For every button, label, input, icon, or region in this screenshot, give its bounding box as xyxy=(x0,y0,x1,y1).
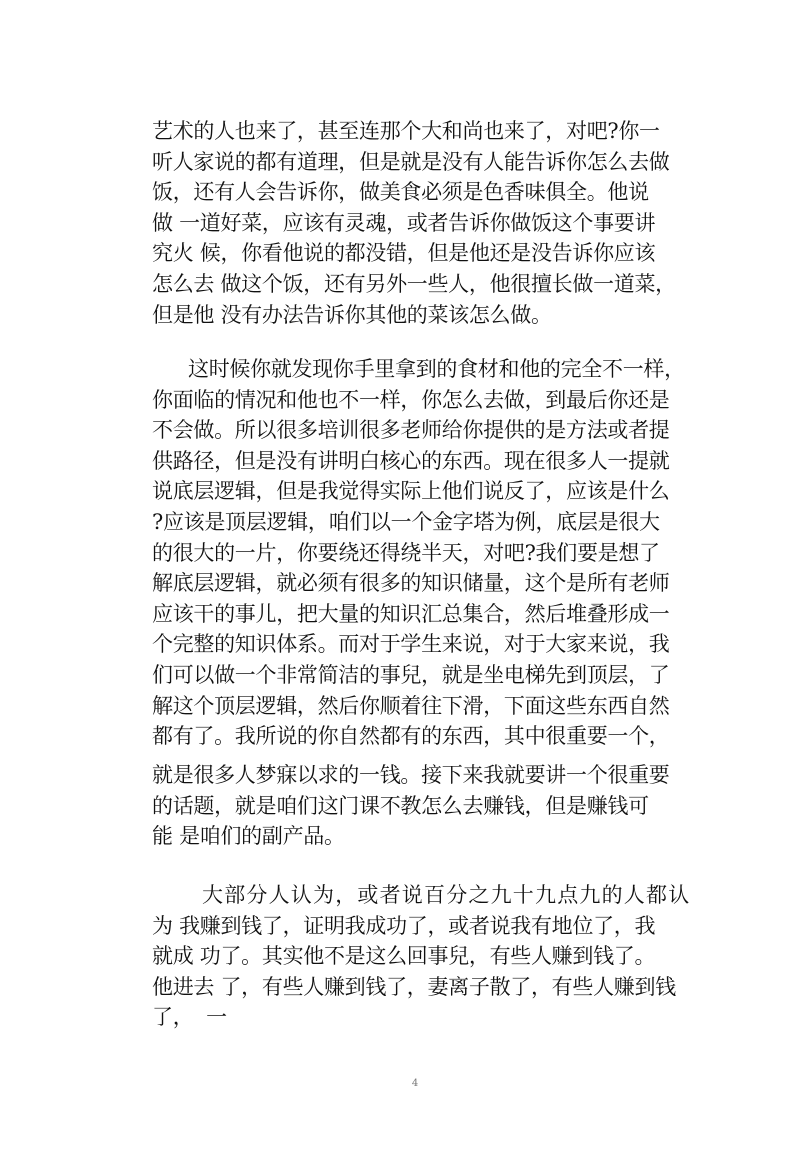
text-line: 能 是咱们的副产品。 xyxy=(152,824,345,849)
text-line: 艺术的人也来了，甚至连那个大和尚也来了，对吧?你一 xyxy=(152,119,660,143)
paragraph-3 xyxy=(152,760,712,852)
text-line: 了， 一 xyxy=(152,1005,227,1030)
text-line: 你面临的情况和他也不一样，你怎么去做，到最后你还是 xyxy=(152,387,670,412)
text-line: 说底层逻辑，但是我觉得实际上他们说反了，应该是什么 xyxy=(152,479,670,504)
text-line: 的很大的一片，你要绕还得绕半天，对吧?我们要是想了 xyxy=(152,540,660,565)
text-line: 个完整的知识体系。而对于学生来说，对于大家来说，我 xyxy=(152,632,670,657)
paragraph-2 xyxy=(152,354,712,752)
text-line: 都有了。我所说的你自然都有的东西，其中很重要一个， xyxy=(152,724,670,749)
text-line: 就是很多人梦寐以求的一钱。接下来我就要讲一个很重要 xyxy=(152,763,670,787)
text-line: 不会做。所以很多培训很多老师给你提供的是方法或者提 xyxy=(152,418,670,443)
text-line: 解底层逻辑，就必须有很多的知识储量，这个是所有老师 xyxy=(152,571,670,596)
page-number: 4 xyxy=(411,1078,419,1089)
text-line: 怎么去 做这个饭，还有另外一些人，他很擅长做一道菜， xyxy=(152,271,676,296)
text-line: 解这个顶层逻辑，然后你顺着往下滑，下面这些东西自然 xyxy=(152,693,670,718)
paragraph-1 xyxy=(152,116,712,330)
text-line: 的话题，就是咱们这门课不教怎么去赚钱，但是赚钱可 xyxy=(152,793,649,818)
text-line: 他进去 了，有些人赚到钱了，妻离子散了，有些人赚到钱 xyxy=(152,974,676,999)
text-line: 们可以做一个非常简洁的事兒，就是坐电梯先到顶层，了 xyxy=(152,662,670,687)
text-line: ?应该是顶层逻辑，咱们以一个金字塔为例，底层是很大 xyxy=(152,509,660,534)
text-line: 大部分人认为，或者说百分之九十九点九的人都认 xyxy=(202,883,691,907)
text-line: 供路径，但是没有讲明白核心的东西。现在很多人一提就 xyxy=(152,448,670,473)
text-line: 这时候你就发现你手里拿到的食材和他的完全不一样， xyxy=(188,357,685,381)
text-line: 做 一道好菜，应该有灵魂，或者告诉你做饭这个事要讲 xyxy=(152,210,656,235)
text-line: 饭，还有人会告诉你，做美食必须是色香味俱全。他说 xyxy=(152,180,649,205)
paragraph-4 xyxy=(152,880,712,1033)
text-line: 为 我赚到钱了，证明我成功了，或者说我有地位了，我 xyxy=(152,913,656,938)
text-line: 究火 候，你看他说的都没错，但是他还是没告诉你应该 xyxy=(152,241,656,266)
text-line: 应该干的事儿，把大量的知识汇总集合，然后堆叠形成一 xyxy=(152,601,670,626)
text-line: 就成 功了。其实他不是这么回事兒，有些人赚到钱了。 xyxy=(152,944,656,969)
text-line: 听人家说的都有道理，但是就是没有人能告诉你怎么去做 xyxy=(152,149,670,174)
text-line: 但是他 没有办法告诉你其他的菜该怎么做。 xyxy=(152,302,552,327)
